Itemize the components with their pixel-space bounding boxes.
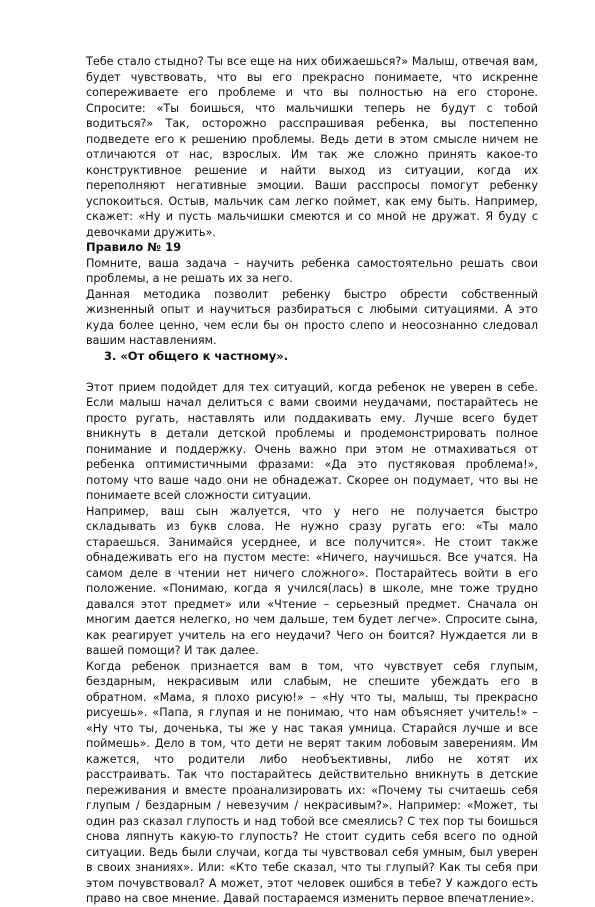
paragraph-intro: Тебе стало стыдно? Ты все еще на них обижаешься?» Малыш, отвечая вам, будет чувствовать, что вы его прекрасно понимаете, что искренне сопереживаете его проблеме и что вы полностью на его стороне. Спросите: «Ты боишься, что мальчишки теперь не будут с тобой водиться?» Так, осторожно расспрашивая ребенка, вы постепенно подведете его к решению проблемы. Ведь дети в этом смысле ничем не отличаются от нас, взрослых. Им так же сложно принять какое-то конструктивное решение и найти выход из ситуации, когда их переполняют негативные эмоции. Ваши расспросы помогут ребенку успокоиться. Остыв, мальчик сам легко поймет, как ему быть. Например, скажет: «Ну и пусть мальчишки смеются и со мной не дружат. Я буду с девочками дружить». — [86, 55, 538, 239]
paragraph-confidence: Когда ребенок признается вам в том, что чувствует себя глупым, бездарным, некрасивым или слабым, не спешите убеждать его в обратном. «Мама, я плохо рисую!» – «Ну что ты, малыш, ты прекрасно рисуешь». «Папа, я глупая и не понимаю, что нам объясняет учитель!» – «Ну что ты, доченька, ты же у нас такая умница. Старайся лучше и все поймешь». Дело в том, что дети не верят таким лобовым заверениям. Им кажется, что родители либо необъективны, либо не хотят их расстраивать. Так что постарайтесь действительно вникнуть в детские переживания и вместе проанализировать их: «Почему ты считаешь себя глупым / бездарным / невезучим / некрасивым?». Например: «Может, ты один раз сказал глупость и над тобой все смеялись? С тех пор ты боишься снова ляпнуть какую-то глупость? Не стоит судить себя всего по одной ситуации. Ведь были случаи, когда ты чувствовал себя умным, был уверен в своих знаниях». Или: «Кто тебе сказал, что ты глупый? Как ты себя при этом почувствовал? А может, этот человек ошибся в тебе? У каждого есть право на свое мнение. Давай постараемся изменить первое впечатление». — [86, 659, 538, 905]
section-heading: 3. «От общего к частному». — [104, 348, 289, 363]
spacer — [86, 364, 538, 380]
paragraph-rule: Помните, ваша задача – научить ребенка самостоятельно решать свои проблемы, а не решать их за него. — [86, 256, 538, 285]
rule-heading: Правило № 19 — [86, 240, 182, 254]
paragraph-technique: Этот прием подойдет для тех ситуаций, когда ребенок не уверен в себе. Если малыш начал делиться с вами своими неудачами, постарайтесь не просто ругать, наставлять или поддакивать ему. Лучше всего будет вникнуть в детали детской проблемы и продемонстрировать полное понимание и поддержку. Очень важно при этом не отмахиваться от ребенка оптимистичными фразами: «Да это пустяковая проблема!», потому что ваше чадо они не обнадежат. Скорее он подумает, что вы не понимаете всей сложности ситуации. — [86, 380, 538, 502]
paragraph-method: Данная методика позволит ребенку быстро обрести собственный жизненный опыт и научиться разбираться с любыми ситуациями. А это куда более ценно, чем если бы он просто слепо и неосознанно следовал вашим наставлениям. — [86, 287, 538, 347]
paragraph-example: Например, ваш сын жалуется, что у него не получается быстро складывать из букв слова. Не нужно сразу ругать его: «Ты мало стараешься. Занимайся усерднее, и все получится». Не стоит также обнадеживать его на пустом месте: «Ничего, научишься. Все учатся. На самом деле в чтении нет ничего сложного». Постарайтесь войти в его положение. «Понимаю, когда я учился(лась) в школе, мне тоже трудно давался этот предмет» или «Чтение – серьезный предмет. Сначала он многим дается нелегко, но чем дальше, тем будет легче». Спросите сына, как реагирует учитель на его неудачи? Чего он боится? Нуждается ли в вашей помощи? И так далее. — [86, 504, 538, 657]
